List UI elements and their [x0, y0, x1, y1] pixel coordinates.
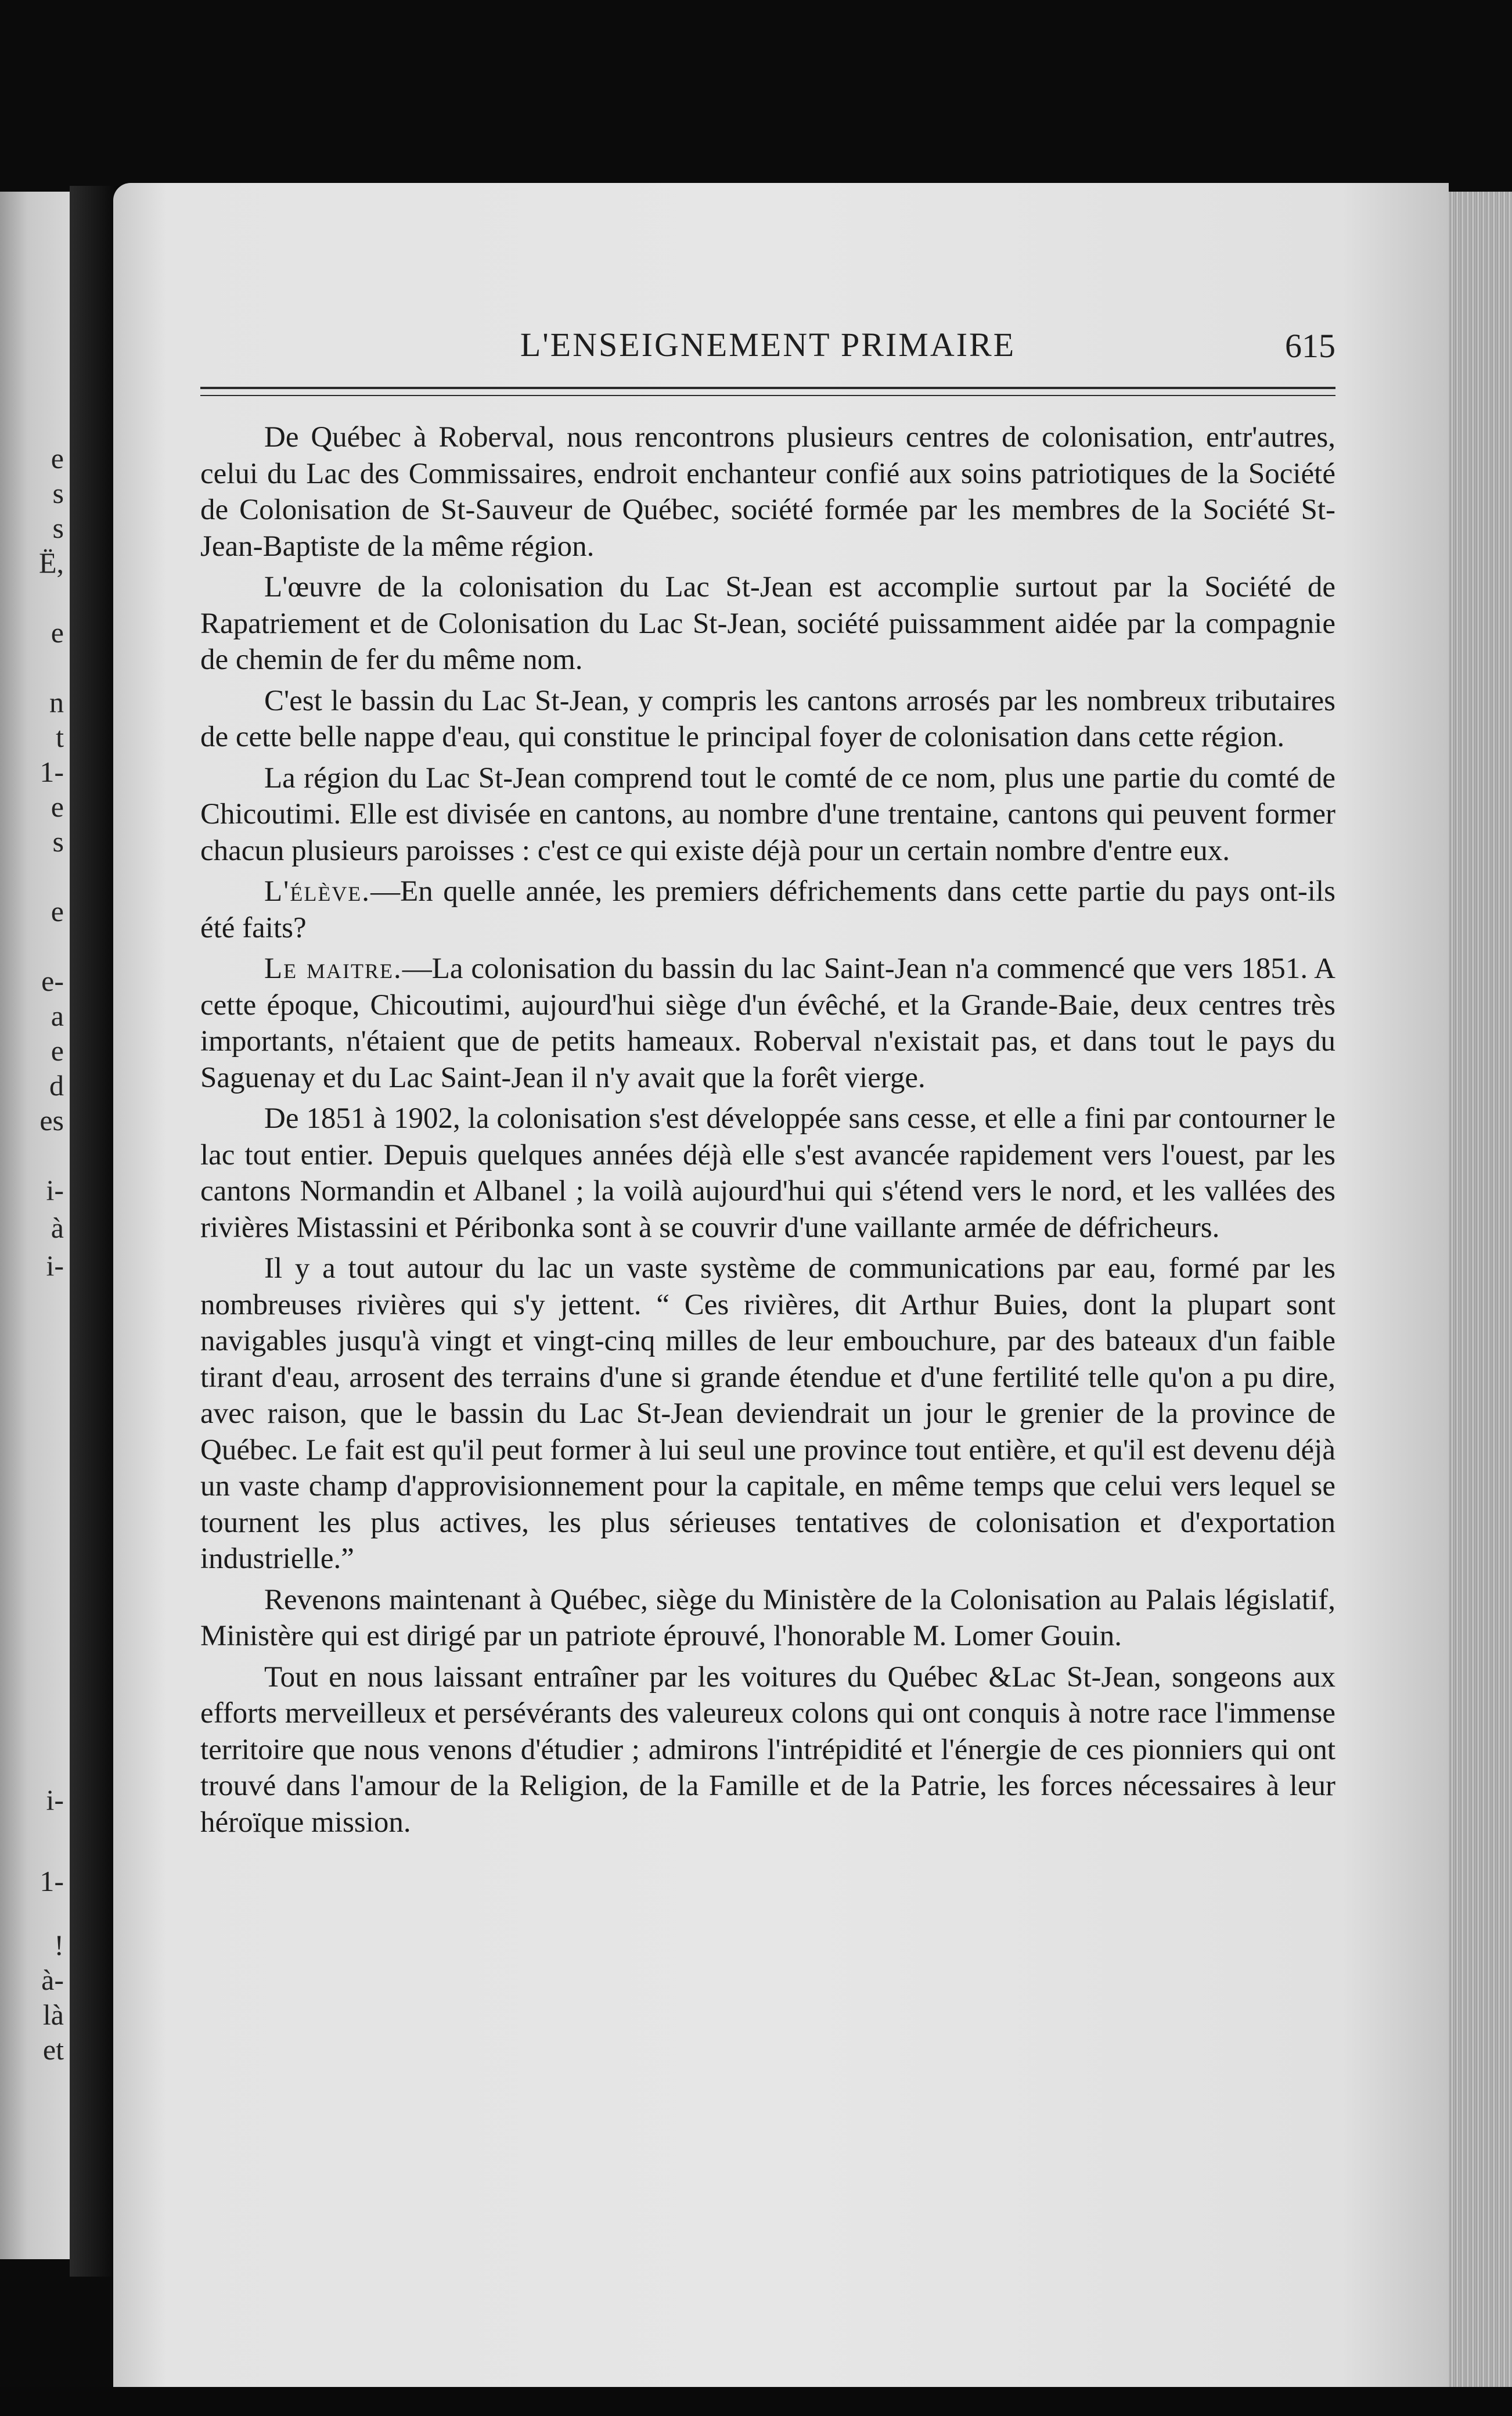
- page-number: 615: [1285, 327, 1335, 365]
- dialogue-text: —La colonisation du bassin du lac Saint-Jean n'a commencé que vers 1851. A cette époque, Chicoutimi, aujourd'hui siège d'un évêché, et la Grande-Baie, deux centres très importants, n'étaient que de petits hameaux. Roberval n'existait pas, et dans tout le pays du Saguenay et du Lac Saint-Jean il n'y avait que la forêt vierge.: [200, 952, 1335, 1094]
- fragment: e-: [41, 965, 64, 997]
- fragment: et: [42, 2033, 64, 2066]
- page-edges: [1449, 192, 1512, 2399]
- fragment: e: [51, 616, 64, 649]
- scan-border: [0, 2387, 1512, 2416]
- fragment: !: [54, 1929, 64, 1961]
- paragraph: L'œuvre de la colonisation du Lac St-Jean est accomplie surtout par la Société de Rapatriement et de Colonisation du Lac St-Jean, société puissamment aidée par la compagnie de chemin de fer du même nom.: [200, 571, 1335, 676]
- speaker-eleve: L'élève.: [264, 875, 371, 908]
- fragment: t: [56, 721, 64, 753]
- fragment: e: [51, 895, 64, 927]
- fragment: n: [49, 686, 64, 718]
- dialogue-eleve: [200, 873, 1335, 946]
- fragment: s: [52, 825, 64, 858]
- fragment: à: [51, 1211, 64, 1244]
- fragment: i-: [46, 1174, 64, 1206]
- fragment: e: [51, 1034, 64, 1067]
- page-header: [200, 325, 1335, 378]
- fragment: 1-: [39, 756, 64, 788]
- paragraph: Revenons maintenant à Québec, siège du Ministère de la Colonisation au Palais législatif, Ministère qui est dirigé par un patriote éprouvé, l'honorable M. Lomer Gouin.: [200, 1583, 1335, 1652]
- fragment: a: [51, 1000, 64, 1032]
- dialogue-text: —En quelle année, les premiers défrichements dans cette partie du pays ont-ils été faits?: [200, 875, 1335, 944]
- running-title: L'ENSEIGNEMENT PRIMAIRE: [520, 326, 1016, 364]
- fragment: e: [51, 442, 64, 474]
- fragment: e: [51, 790, 64, 823]
- fragment: i-: [46, 1249, 64, 1282]
- paragraph: C'est le bassin du Lac St-Jean, y compris les cantons arrosés par les nombreux tributaires de cette belle nappe d'eau, qui constitue le principal foyer de colonisation dans cette région.: [200, 684, 1335, 753]
- fragment: 1-: [39, 1865, 64, 1897]
- dialogue-maitre: [200, 951, 1335, 1096]
- fragment: d: [49, 1069, 64, 1102]
- fragment: i-: [46, 1784, 64, 1816]
- paragraph: Tout en nous laissant entraîner par les voitures du Québec &Lac St-Jean, songeons aux efforts merveilleux et persévérants des valeureux colons qui ont conquis à notre race l'immense territoire que nous venons d'étudier ; admirons l'intrépidité et l'énergie de ces pionniers qui ont trouvé dans l'amour de la Religion, de la Famille et de la Patrie, les forces nécessaires à leur héroïque mission.: [200, 1660, 1335, 1839]
- fragment: là: [42, 1998, 64, 2031]
- header-rule: [200, 387, 1335, 396]
- text-column: [200, 325, 1335, 1845]
- paragraph: De 1851 à 1902, la colonisation s'est développée sans cesse, et elle a fini par contourner le lac tout entier. Depuis quelques années déjà elle s'est avancée rapidement vers l'ouest, par les cantons Normandin et Albanel ; la voilà aujourd'hui qui s'étend vers le nord, et les vallées des rivières Mistassini et Péribonka sont à se couvrir d'une vaillante armée de défricheurs.: [200, 1102, 1335, 1244]
- speaker-maitre: Le maitre.: [264, 952, 402, 985]
- fragment: s: [52, 512, 64, 544]
- paragraph: La région du Lac St-Jean comprend tout le comté de ce nom, plus une partie du comté de Chicoutimi. Elle est divisée en cantons, au nombre d'une trentaine, cantons qui peuvent former chacun plusieurs paroisses : c'est ce qui existe déjà pour un certain nombre d'entre eux.: [200, 761, 1335, 867]
- fragment: es: [39, 1104, 64, 1137]
- paragraph: De Québec à Roberval, nous rencontrons plusieurs centres de colonisation, entr'autres, celui du Lac des Commissaires, endroit enchanteur confié aux soins patriotiques de la Société de Colonisation de St-Sauveur de Québec, société formée par les membres de la Société St-Jean-Baptiste de la même région.: [200, 421, 1335, 563]
- paragraph: Il y a tout autour du lac un vaste système de communications par eau, formé par les nombreuses rivières qui s'y jettent. “ Ces rivières, dit Arthur Buies, dont la plupart sont navigables jusqu'à vingt et vingt-cinq milles de leur embouchure, par des bateaux d'un faible tirant d'eau, arrosent des terrains d'une si grande étendue et d'une fertilité telle qu'on a pu dire, avec raison, que le bassin du Lac St-Jean deviendrait un jour le grenier de la province de Québec. Le fait est qu'il peut former à lui seul une province tout entière, et qu'il est devenu déjà un vaste champ d'approvisionnement pour la capitale, en même temps que celui vers lequel se tournent les plus actives, les plus sérieuses tentatives de colonisation et d'exportation industrielle.”: [200, 1252, 1335, 1575]
- fragment: Ë,: [38, 547, 64, 579]
- fragment: s: [52, 477, 64, 509]
- fragment: à-: [41, 1964, 64, 1996]
